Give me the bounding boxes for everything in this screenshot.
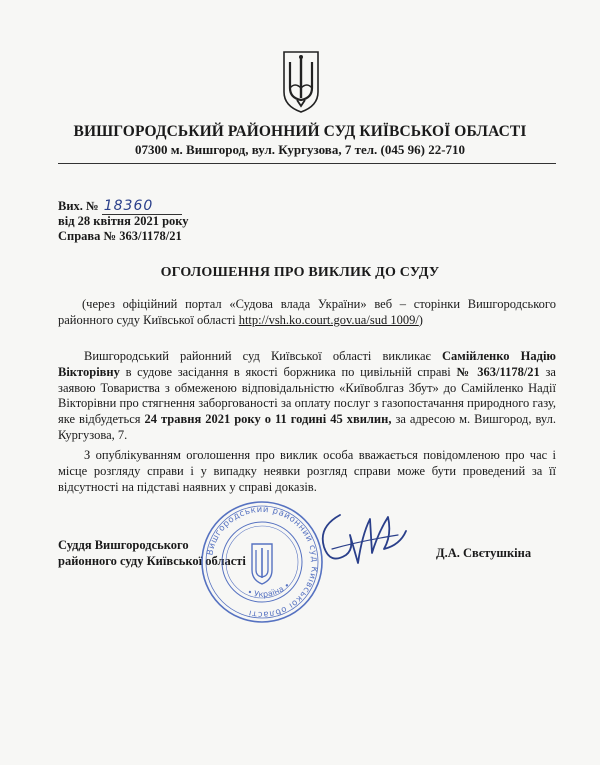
- court-address: 07300 м. Вишгород, вул. Кургузова, 7 тел. (045 96) 22-710: [134, 142, 466, 157]
- outgoing-number-label: Вих. №: [58, 199, 99, 213]
- document-date: від 28 квітня 2021 року: [58, 214, 189, 228]
- court-name-heading: ВИШГОРОДСЬКИЙ РАЙОННИЙ СУД КИЇВСЬКОЇ ОБЛАСТІ: [73, 123, 527, 140]
- judge-name: Д.А. Свєтушкіна: [436, 546, 532, 560]
- summons-text-c: за заявою Товариства з обмеженою відповідальністю «Київоблгаз Збут» до Самійленко Надії Вікторівни про стягнення заборгованості за оплату послуг з газопостачання природного газу, яке відбудеться: [58, 364, 556, 427]
- hearing-datetime: 24 травня 2021 року о 11 годині 45 хвилин,: [144, 412, 392, 427]
- portal-text-end: ): [418, 312, 423, 327]
- case-number: Справа № 363/1178/21: [58, 229, 182, 243]
- court-website-link[interactable]: http://vsh.ko.court.gov.ua/sud 1009/: [238, 312, 419, 327]
- portal-text: (через офіційний портал «Судова влада України» веб – сторінки Вишгородського районного суду Київської області: [58, 297, 556, 327]
- svg-text:• Україна •: • Україна •: [246, 580, 292, 600]
- notice-title: ОГОЛОШЕННЯ ПРО ВИКЛИК ДО СУДУ: [160, 265, 440, 280]
- judge-title-line1: Суддя Вишгородського: [58, 538, 189, 552]
- summons-text-a: Вишгородський районний суд Київської області викликає: [84, 349, 443, 363]
- court-seal-stamp: [198, 498, 326, 626]
- portal-paragraph: [58, 297, 556, 329]
- summons-case-number: № 363/1178/21: [456, 364, 540, 379]
- outgoing-number-line: [58, 198, 182, 215]
- summons-text-d: за адресою м. Вишгород, вул. Кургузова, 7.: [58, 412, 556, 442]
- consequences-paragraph: З опублікуванням оголошення про виклик особа вважається повідомленою про час і місце розгляду справи і у випадку неявки розгляд справи може бути проведений за її відсутності на підставі наявних у справі доказів.: [58, 448, 556, 494]
- svg-text:Вишгородський районний суд Киї: Вишгородський районний суд Київської області: [205, 504, 320, 620]
- coat-of-arms-icon: [281, 48, 321, 114]
- header-divider: [58, 163, 556, 164]
- defendant-name: Самійленко Надію Вікторівну: [58, 349, 556, 379]
- judge-title-line2: районного суду Київської області: [58, 554, 246, 568]
- outgoing-number-handwritten: 18360: [102, 198, 182, 215]
- summons-text-b: в судове засідання в якості боржника по цивільній справі: [119, 364, 457, 379]
- judge-signature: [310, 505, 410, 575]
- summons-paragraph: [58, 349, 556, 444]
